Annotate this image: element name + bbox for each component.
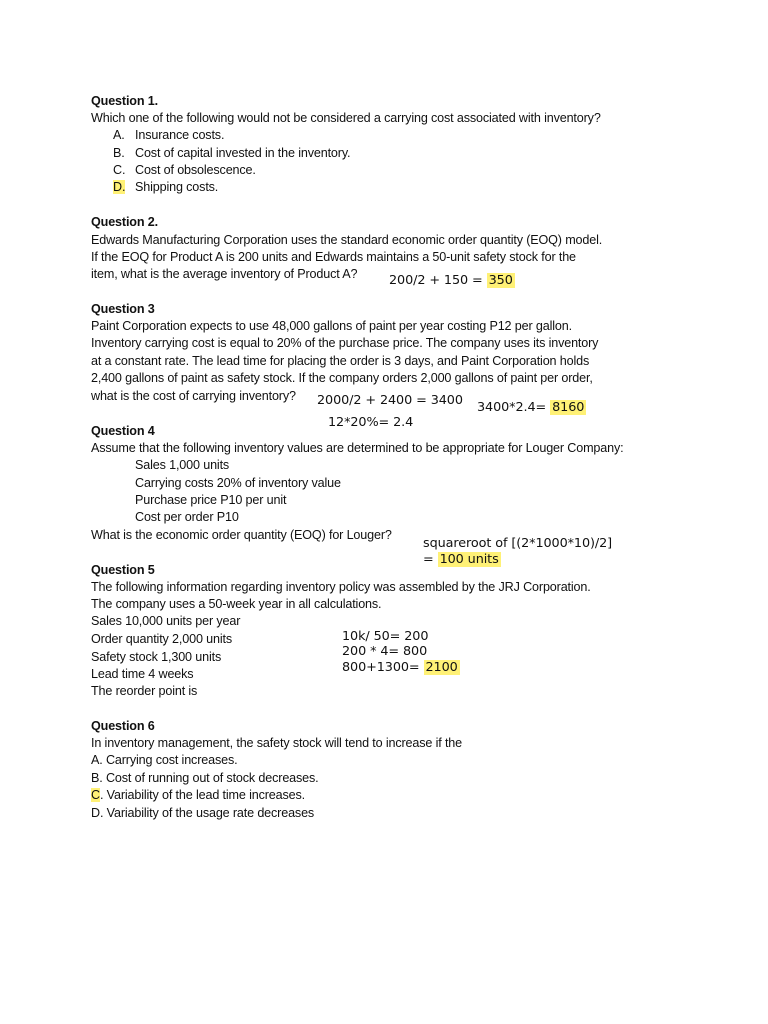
question-2-work: 200/2 + 150 = 350 (389, 273, 513, 288)
question-6-option-d: D. Variability of the usage rate decreases (91, 806, 315, 820)
question-4-item-3: Purchase price P10 per unit (135, 493, 287, 507)
question-3-line-2: Inventory carrying cost is equal to 20% of the purchase price. The company uses its inventory (91, 336, 599, 350)
question-4-item-4: Cost per order P10 (135, 510, 239, 524)
question-3-work-2: 3400*2.4= 8160 (477, 400, 585, 415)
question-5-line-1: The following information regarding inventory policy was assembled by the JRJ Corporation. (91, 580, 591, 594)
question-1-text: Which one of the following would not be considered a carrying cost associated with inventory? (91, 111, 601, 125)
question-4-answer: = 100 units (423, 552, 499, 567)
question-3-work-1: 2000/2 + 2400 = 3400 (317, 393, 463, 408)
question-5-work-3: 800+1300= 2100 (342, 660, 458, 675)
question-2-line-1: Edwards Manufacturing Corporation uses the standard economic order quantity (EOQ) model. (91, 233, 603, 247)
question-3-line-4: 2,400 gallons of paint as safety stock. If the company orders 2,000 gallons of paint per order, (91, 371, 593, 385)
question-4-work: squareroot of [(2*1000*10)/2] (423, 536, 613, 551)
question-2-line-3: item, what is the average inventory of Product A? (91, 267, 358, 281)
answer-highlight: C (91, 788, 100, 802)
question-5-line-5: Safety stock 1,300 units (91, 650, 222, 664)
question-1-option-d: D. Shipping costs. (113, 180, 219, 194)
question-6-option-a: A. Carrying cost increases. (91, 753, 238, 767)
question-5-line-2: The company uses a 50-week year in all calculations. (91, 597, 382, 611)
question-4-item-2: Carrying costs 20% of inventory value (135, 476, 341, 490)
question-5-work-2: 200 * 4= 800 (342, 644, 428, 659)
question-4-text: Assume that the following inventory values are determined to be appropriate for Louger Company: (91, 441, 624, 455)
question-4-question: What is the economic order quantity (EOQ) for Louger? (91, 528, 392, 542)
question-6-option-b: B. Cost of running out of stock decreases. (91, 771, 319, 785)
answer-highlight: D. (113, 180, 126, 194)
question-5-line-7: The reorder point is (91, 684, 198, 698)
question-6-option-c: C. Variability of the lead time increases. (91, 788, 305, 802)
question-4-title: Question 4 (91, 424, 155, 438)
answer-highlight: 2100 (425, 660, 458, 675)
question-5-line-6: Lead time 4 weeks (91, 667, 194, 681)
question-3-line-5: what is the cost of carrying inventory? (91, 389, 296, 403)
question-2-line-2: If the EOQ for Product A is 200 units and Edwards maintains a 50-unit safety stock for the (91, 250, 576, 264)
question-1-title: Question 1. (91, 94, 158, 108)
answer-highlight: 350 (488, 273, 513, 288)
answer-highlight: 100 units (439, 552, 499, 567)
question-6-text: In inventory management, the safety stock will tend to increase if the (91, 736, 463, 750)
question-3-line-3: at a constant rate. The lead time for placing the order is 3 days, and Paint Corporation holds (91, 354, 590, 368)
question-1-option-b: B. Cost of capital invested in the inventory. (113, 146, 351, 160)
question-3-title: Question 3 (91, 302, 155, 316)
question-5-line-4: Order quantity 2,000 units (91, 632, 233, 646)
question-5-title: Question 5 (91, 563, 155, 577)
question-3-line-1: Paint Corporation expects to use 48,000 gallons of paint per year costing P12 per gallon. (91, 319, 572, 333)
question-1-option-a: A. Insurance costs. (113, 128, 225, 142)
question-6-title: Question 6 (91, 719, 155, 733)
question-4-item-1: Sales 1,000 units (135, 458, 230, 472)
question-3-work-3: 12*20%= 2.4 (328, 415, 414, 430)
question-5-line-3: Sales 10,000 units per year (91, 614, 241, 628)
question-5-work-1: 10k/ 50= 200 (342, 629, 429, 644)
question-1-option-c: C. Cost of obsolescence. (113, 163, 256, 177)
question-2-title: Question 2. (91, 215, 158, 229)
answer-highlight: 8160 (552, 400, 585, 415)
